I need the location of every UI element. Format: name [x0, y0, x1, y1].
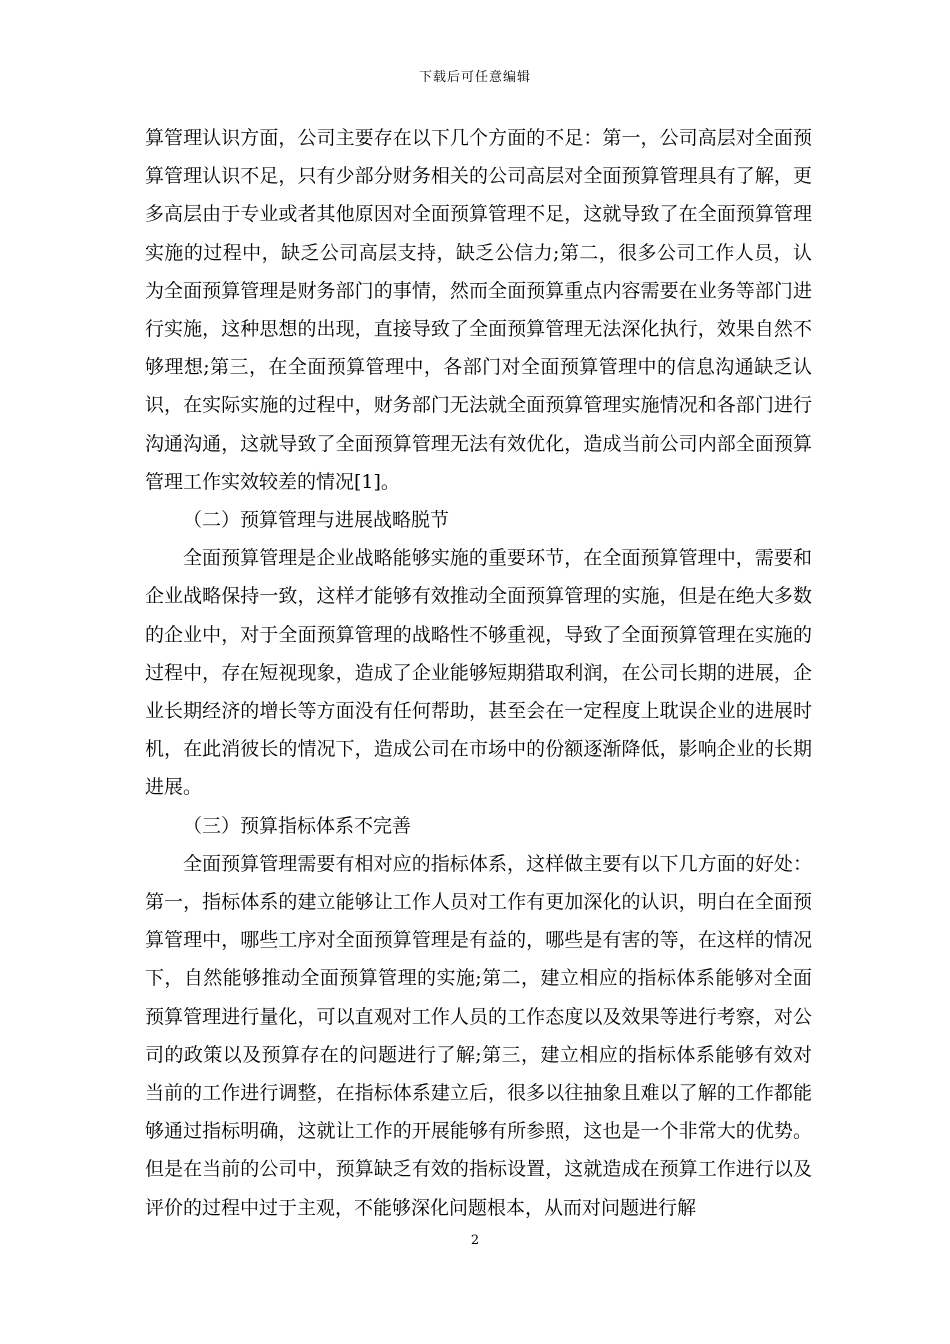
paragraph-budget-awareness: 算管理认识方面，公司主要存在以下几个方面的不足：第一，公司高层对全面预算管理认识不足，只有少部分财务相关的公司高层对全面预算管理具有了解，更多高层由于专业或者其他原因对全面预算管理不足，这就导致了在全面预算管理实施的过程中，缺乏公司高层支持，缺乏公信力;第二，很多公司工作人员，认为全面预算管理是财务部门的事情，然而全面预算重点内容需要在业务等部门进行实施，这种思想的出现，直接导致了全面预算管理无法深化执行，效果自然不够理想;第三，在全面预算管理中，各部门对全面预算管理中的信息沟通缺乏认识，在实际实施的过程中，财务部门无法就全面预算管理实施情况和各部门进行沟通沟通，这就导致了全面预算管理无法有效优化，造成当前公司内部全面预算管理工作实效较差的情况[1]。	[145, 127, 812, 493]
paragraph-strategy: 全面预算管理是企业战略能够实施的重要环节，在全面预算管理中，需要和企业战略保持一致，这样才能够有效推动全面预算管理的实施，但是在绝大多数的企业中，对于全面预算管理的战略性不够重视，导致了全面预算管理在实施的过程中，存在短视现象，造成了企业能够短期猎取利润，在公司长期的进展，企业长期经济的增长等方面没有任何帮助，甚至会在一定程度上耽误企业的进展时机，在此消彼长的情况下，造成公司在市场中的份额逐渐降低，影响企业的长期进展。	[145, 547, 812, 799]
document-body	[145, 119, 812, 1227]
section-heading-indicators: （三）预算指标体系不完善	[183, 814, 412, 837]
page-number: 2	[470, 1233, 480, 1248]
paragraph-indicators: 全面预算管理需要有相对应的指标体系，这样做主要有以下几方面的好处：第一，指标体系的建立能够让工作人员对工作有更加深化的认识，明白在全面预算管理中，哪些工序对全面预算管理是有益的，哪些是有害的等，在这样的情况下，自然能够推动全面预算管理的实施;第二，建立相应的指标体系能够对全面预算管理进行量化，可以直观对工作人员的工作态度以及效果等进行考察，对公司的政策以及预算存在的问题进行了解;第三，建立相应的指标体系能够有效对当前的工作进行调整，在指标体系建立后，很多以往抽象且难以了解的工作都能够通过指标明确，这就让工作的开展能够有所参照，这也是一个非常大的优势。但是在当前的公司中，预算缺乏有效的指标设置，这就造成在预算工作进行以及评价的过程中过于主观，不能够深化问题根本，从而对问题进行解	[145, 852, 812, 1219]
section-heading-strategy: （二）预算管理与进展战略脱节	[183, 509, 450, 532]
page-header: 下载后可任意编辑	[418, 70, 531, 85]
